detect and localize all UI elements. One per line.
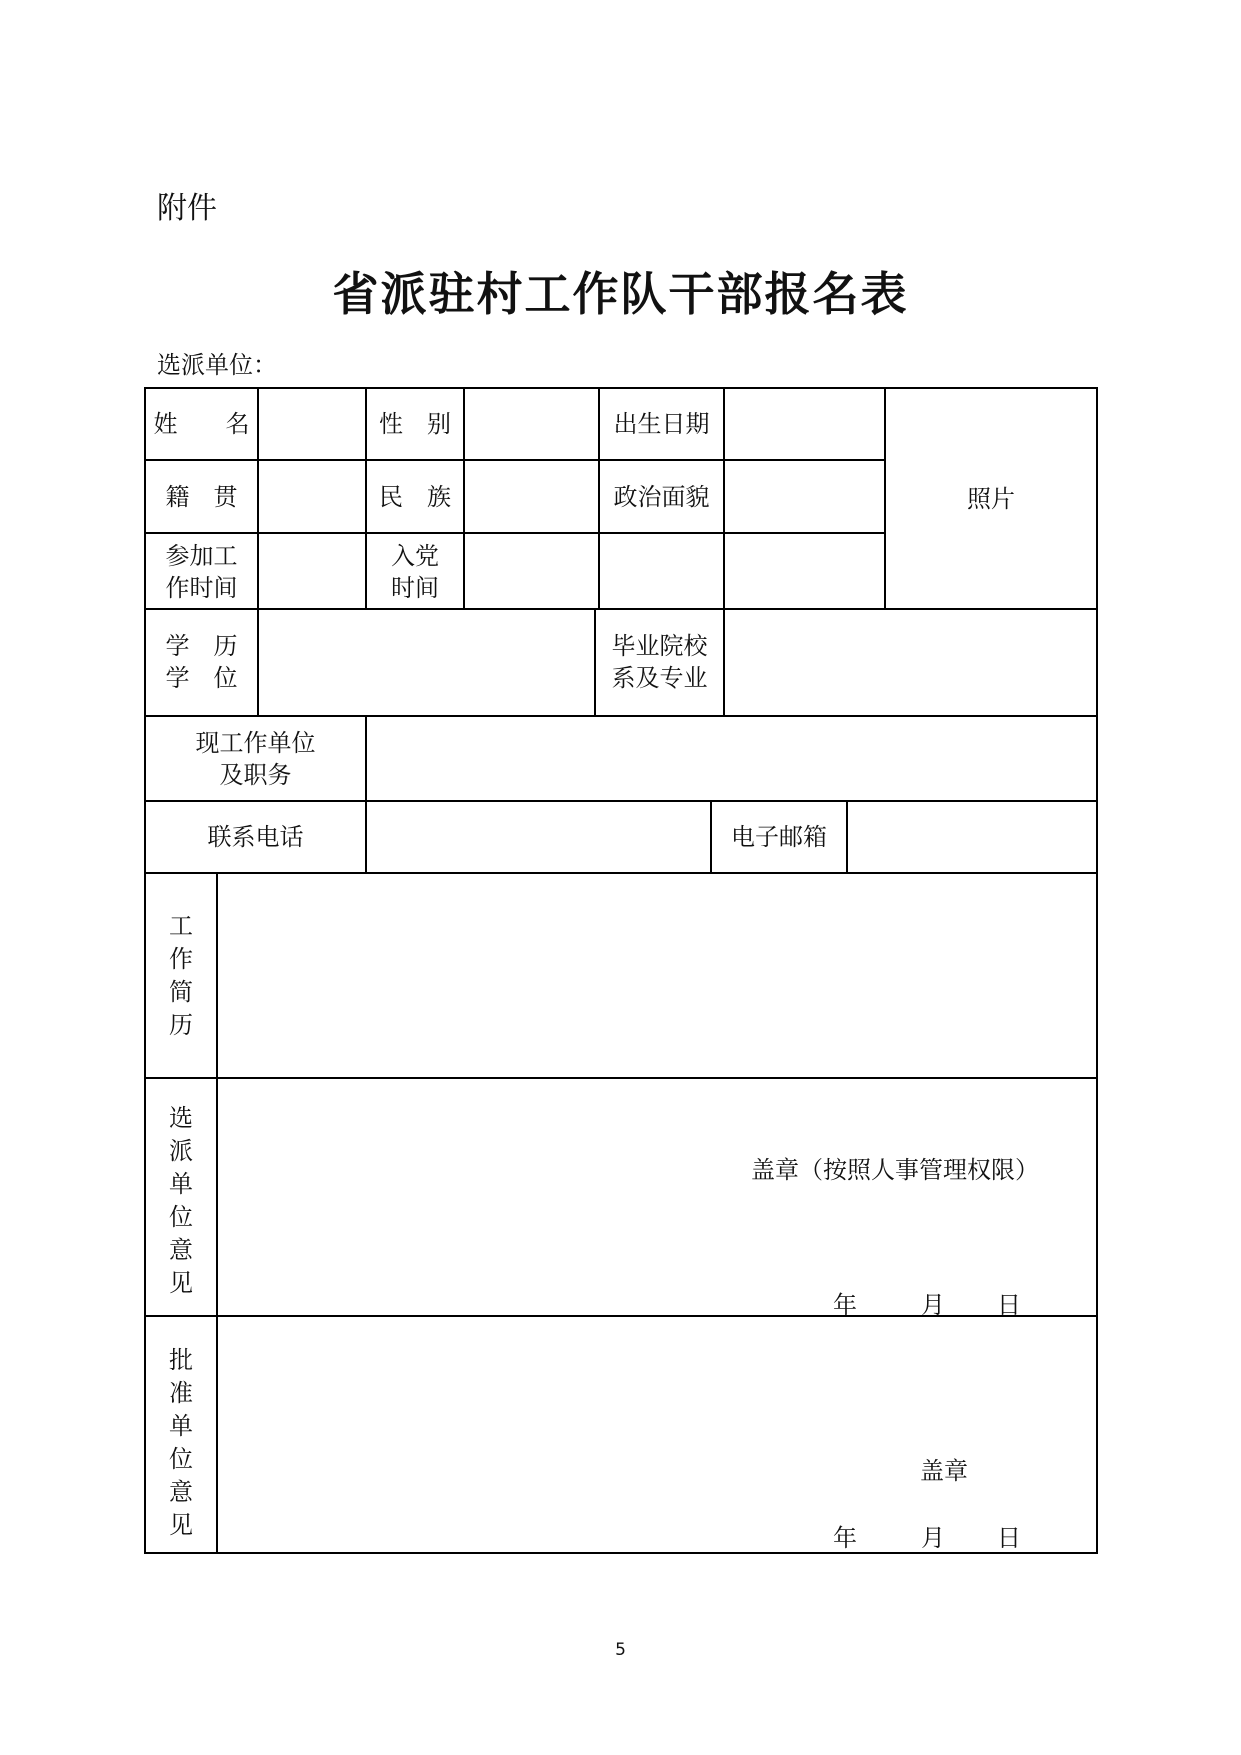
- selecting-opinion-textarea[interactable]: [219, 1080, 1095, 1160]
- school-major-input[interactable]: [726, 611, 1095, 714]
- work-start-input[interactable]: [260, 535, 364, 607]
- label-opinion-char: 选: [169, 1104, 193, 1132]
- birth-date-input[interactable]: [726, 390, 883, 458]
- label-opinion-char: 意: [169, 1478, 193, 1506]
- attachment-label: 附件: [157, 191, 217, 226]
- label-work-start-line1: 参加工: [165, 542, 238, 570]
- resume-textarea[interactable]: [219, 875, 1095, 1076]
- approving-opinion-textarea[interactable]: [219, 1318, 1095, 1438]
- email-input[interactable]: [849, 803, 1095, 871]
- label-birth-date: 出生日期: [613, 410, 710, 438]
- seal-authority-note: 盖章（按照人事管理权限）: [751, 1156, 1039, 1184]
- label-opinion-char: 位: [169, 1445, 193, 1473]
- date-year-label: 年: [833, 1291, 857, 1319]
- label-opinion-char: 派: [169, 1137, 193, 1165]
- label-resume: [161, 910, 201, 1042]
- label-opinion-char: 见: [169, 1511, 193, 1539]
- photo-placeholder: 照片: [967, 485, 1015, 513]
- label-opinion-char: 单: [169, 1170, 193, 1198]
- label-education: [145, 630, 258, 694]
- label-current-unit: [145, 727, 366, 791]
- label-resume-char: 作: [169, 945, 193, 973]
- label-political-status: 政治面貌: [613, 483, 710, 511]
- label-opinion-char: 批: [169, 1346, 193, 1374]
- label-education-line1: 学 历: [165, 632, 238, 660]
- label-school-line1: 毕业院校: [611, 632, 708, 660]
- label-opinion-char: 意: [169, 1236, 193, 1264]
- label-school-line2: 系及专业: [611, 664, 708, 692]
- date-month-label: 月: [921, 1291, 945, 1319]
- label-opinion-char: 准: [169, 1379, 193, 1407]
- label-opinion-char: 位: [169, 1203, 193, 1231]
- label-name: 姓 名: [153, 410, 250, 438]
- label-resume-char: 历: [169, 1011, 193, 1039]
- label-party-join-line1: 入党: [391, 542, 439, 570]
- label-ethnicity: 民 族: [379, 483, 451, 511]
- phone-input[interactable]: [368, 803, 709, 871]
- date-month-label: 月: [921, 1524, 945, 1552]
- education-input[interactable]: [260, 611, 593, 714]
- extra-cell-input[interactable]: [601, 535, 722, 607]
- label-work-start: [145, 540, 258, 604]
- label-resume-char: 工: [169, 912, 193, 940]
- label-school-major: [595, 630, 724, 694]
- label-resume-char: 简: [169, 978, 193, 1006]
- label-gender: 性 别: [379, 410, 451, 438]
- label-opinion-char: 见: [169, 1269, 193, 1297]
- gender-input[interactable]: [466, 390, 597, 458]
- label-party-join-line2: 时间: [391, 574, 439, 602]
- label-work-start-line2: 作时间: [165, 574, 238, 602]
- date-day-label: 日: [997, 1291, 1021, 1319]
- label-native-place: 籍 贯: [165, 483, 238, 511]
- label-education-line2: 学 位: [165, 664, 238, 692]
- label-phone: 联系电话: [207, 823, 304, 851]
- current-unit-input[interactable]: [368, 718, 1095, 799]
- label-approving-opinion: [161, 1344, 201, 1542]
- label-email: 电子邮箱: [731, 823, 827, 851]
- name-input[interactable]: [260, 390, 364, 458]
- extra-cell-input-2[interactable]: [726, 535, 883, 607]
- ethnicity-input[interactable]: [466, 462, 597, 531]
- label-selecting-opinion: [161, 1102, 201, 1300]
- party-join-input[interactable]: [466, 535, 597, 607]
- political-status-input[interactable]: [726, 462, 883, 531]
- selecting-unit-label: 选派单位：: [157, 351, 277, 379]
- label-current-unit-line1: 现工作单位: [195, 729, 316, 757]
- label-current-unit-line2: 及职务: [219, 761, 292, 789]
- seal-label: 盖章: [920, 1457, 968, 1485]
- date-year-label: 年: [833, 1524, 857, 1552]
- native-place-input[interactable]: [260, 462, 364, 531]
- date-day-label: 日: [997, 1524, 1021, 1552]
- page-title: 省派驻村工作队干部报名表: [332, 267, 909, 321]
- page-number: 5: [615, 1640, 626, 1660]
- label-party-join: [366, 540, 464, 604]
- label-opinion-char: 单: [169, 1412, 193, 1440]
